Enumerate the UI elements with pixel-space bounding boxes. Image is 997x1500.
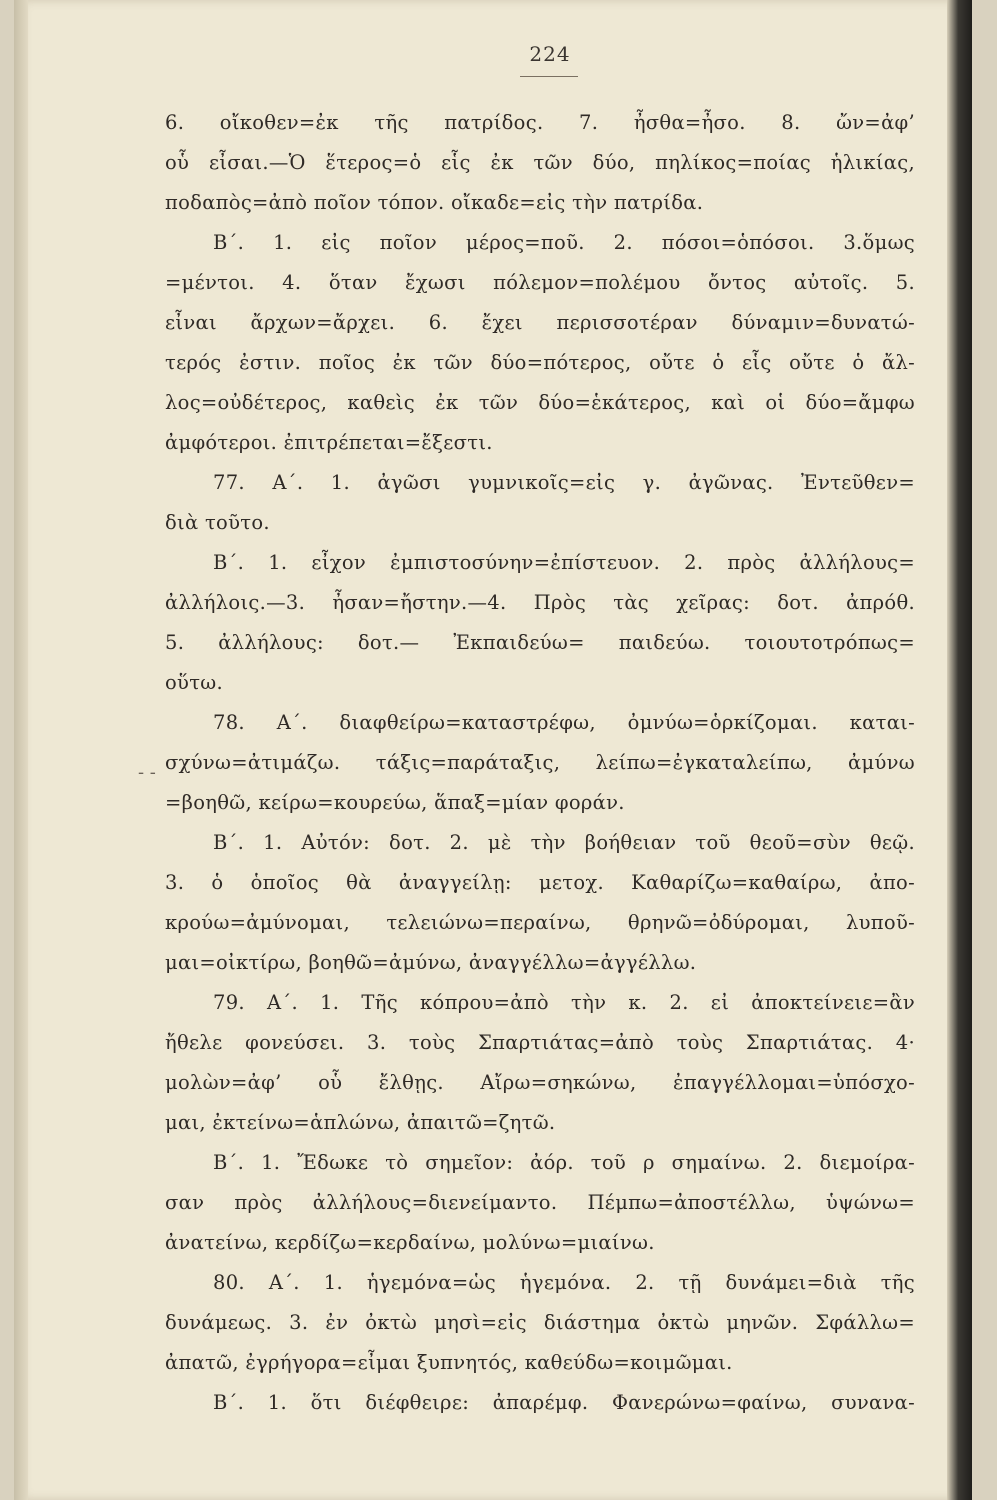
text-line: μαι, ἐκτείνω=ἁπλώνω, ἀπαιτῶ=ζητῶ.: [165, 1111, 556, 1134]
text-line: ἀπατῶ, ἐγρήγορα=εἶμαι ξυπνητός, καθεύδω=κοιμῶμαι.: [165, 1351, 733, 1374]
text-line: λος=οὐδέτερος, καθεὶς ἐκ τῶν δύο=ἑκάτερος, καὶ οἱ δύο=ἄμφω: [165, 391, 915, 414]
text-line: 6. οἴκοθεν=ἐκ τῆς πατρίδος. 7. ἦσθα=ἦσο. 8. ὤν=ἀφ’: [165, 111, 915, 134]
text-line: ἀνατείνω, κερδίζω=κερδαίνω, μολύνω=μιαίνω.: [165, 1231, 655, 1254]
text-line: κρούω=ἀμύνομαι, τελειώνω=περαίνω, θρηνῶ=ὀδύρομαι, λυποῦ-: [165, 911, 915, 934]
text-line: ἀμφότεροι. ἐπιτρέπεται=ἔξεστι.: [165, 431, 493, 454]
text-line: οὕτω.: [165, 671, 223, 694]
text-line: ἀλλήλοις.—3. ἦσαν=ἤστην.—4. Πρὸς τὰς χεῖρας: δοτ. ἀπρόθ.: [165, 591, 915, 614]
text-line: Β΄. 1. εἶχον ἐμπιστοσύνην=ἐπίστευον. 2. πρὸς ἀλλήλους=: [213, 551, 915, 574]
book-edge: [947, 0, 972, 1500]
page-number-rule: [520, 76, 578, 77]
text-line: σχύνω=ἀτιμάζω. τάξις=παράταξις, λείπω=ἐγκαταλείπω, ἀμύνω: [165, 751, 915, 774]
text-line: 80. Α΄. 1. ἡγεμόνα=ὡς ἡγεμόνα. 2. τῇ δυνάμει=διὰ τῆς: [213, 1271, 915, 1294]
text-line: =μέντοι. 4. ὅταν ἔχωσι πόλεμον=πολέμου ὄντος αὐτοῖς. 5.: [165, 271, 915, 294]
text-line: μολὼν=ἀφ’ οὗ ἔλθῃς. Αἴρω=σηκώνω, ἐπαγγέλλομαι=ὑπόσχο-: [165, 1071, 915, 1094]
text-line: διὰ τοῦτο.: [165, 511, 270, 534]
text-line: 5. ἀλλήλους: δοτ.— Ἐκπαιδεύω= παιδεύω. τοιουτοτρόπως=: [165, 631, 915, 654]
text-line: εἶναι ἄρχων=ἄρχει. 6. ἔχει περισσοτέραν δύναμιν=δυνατώ-: [165, 311, 915, 334]
text-line: τερός ἐστιν. ποῖος ἐκ τῶν δύο=πότερος, οὔτε ὁ εἷς οὔτε ὁ ἄλ-: [165, 351, 915, 374]
text-line: μαι=οἰκτίρω, βοηθῶ=ἀμύνω, ἀναγγέλλω=ἀγγέλλω.: [165, 951, 697, 974]
text-line: ποδαπὸς=ἀπὸ ποῖον τόπον. οἴκαδε=εἰς τὴν πατρίδα.: [165, 191, 704, 214]
text-line: 79. Α΄. 1. Τῆς κόπρου=ἀπὸ τὴν κ. 2. εἰ ἀποκτείνειε=ἂν: [213, 991, 915, 1014]
text-line: 78. Α΄. διαφθείρω=καταστρέφω, ὀμνύω=ὁρκίζομαι. καται-: [213, 711, 915, 734]
text-line: Β΄. 1. εἰς ποῖον μέρος=ποῦ. 2. πόσοι=ὁπόσοι. 3.ὅμως: [213, 231, 915, 254]
page-number: 224: [529, 42, 571, 66]
page-binding-shadow: [14, 0, 28, 1500]
margin-mark: - -: [138, 762, 156, 783]
text-line: =βοηθῶ, κείρω=κουρεύω, ἅπαξ=μίαν φοράν.: [165, 791, 625, 814]
text-line: οὗ εἶσαι.—Ὁ ἕτερος=ὁ εἷς ἐκ τῶν δύο, πηλίκος=ποίας ἡλικίας,: [165, 151, 915, 174]
text-body: [165, 103, 915, 1423]
text-line: ἤθελε φονεύσει. 3. τοὺς Σπαρτιάτας=ἀπὸ τοὺς Σπαρτιάτας. 4·: [165, 1031, 915, 1054]
text-line: σαν πρὸς ἀλλήλους=διενείμαντο. Πέμπω=ἀποστέλλω, ὑψώνω=: [165, 1191, 915, 1214]
text-line: Β΄. 1. Αὐτόν: δοτ. 2. μὲ τὴν βοήθειαν τοῦ θεοῦ=σὺν θεῷ.: [213, 831, 915, 854]
text-line: 3. ὁ ὁποῖος θὰ ἀναγγείλῃ: μετοχ. Καθαρίζω=καθαίρω, ἀπο-: [165, 871, 915, 894]
text-line: Β΄. 1. ὅτι διέφθειρε: ἀπαρέμφ. Φανερώνω=φαίνω, συνανα-: [213, 1391, 915, 1414]
text-line: 77. Α΄. 1. ἀγῶσι γυμνικοῖς=εἰς γ. ἀγῶνας. Ἐντεῦθεν=: [213, 471, 915, 494]
text-line: Β΄. 1. Ἔδωκε τὸ σημεῖον: ἀόρ. τοῦ ρ σημαίνω. 2. διεμοίρα-: [213, 1151, 915, 1174]
text-line: δυνάμεως. 3. ἐν ὀκτὼ μησὶ=εἰς διάστημα ὀκτὼ μηνῶν. Σφάλλω=: [165, 1311, 915, 1334]
